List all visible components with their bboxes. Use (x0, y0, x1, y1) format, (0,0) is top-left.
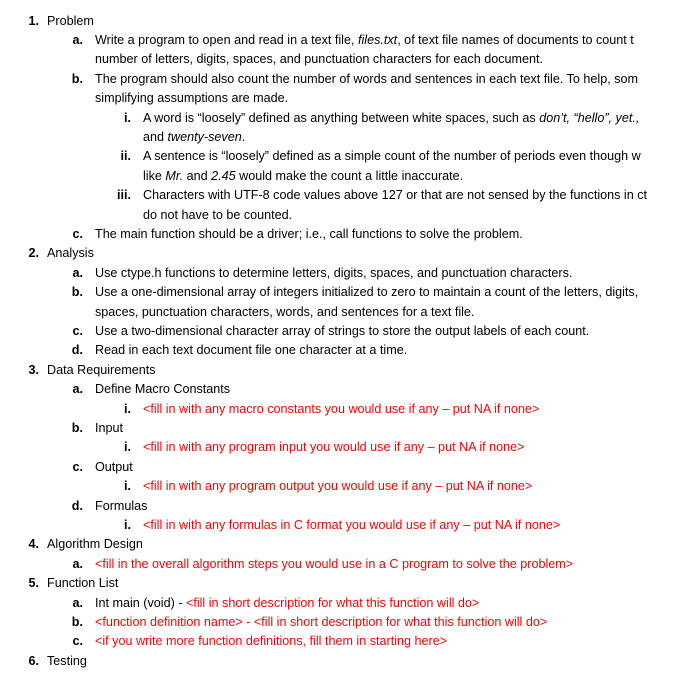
list-text: and twenty-seven. (143, 129, 246, 144)
list-marker: c. (72, 634, 83, 649)
list-marker: 3. (28, 362, 39, 377)
list-text: like Mr. and 2.45 would make the count a little inaccurate. (143, 168, 464, 183)
list-text: A word is “loosely” defined as anything between white spaces, such as don’t, “hello”, yet., (143, 110, 640, 125)
list-marker: a. (72, 265, 83, 280)
section-title: Testing (47, 653, 87, 668)
list-marker: b. (71, 614, 83, 629)
sub-list-item (0, 516, 680, 535)
list-marker: c. (72, 226, 83, 241)
list-item (0, 225, 680, 244)
list-marker: a. (72, 382, 83, 397)
list-text: number of letters, digits, spaces, and punctuation characters for each document. (95, 52, 544, 67)
list-marker: 1. (28, 13, 39, 28)
list-text: <fill in the overall algorithm steps you would use in a C program to solve the problem> (95, 556, 574, 571)
list-marker: a. (72, 595, 83, 610)
list-text: spaces, punctuation characters, words, and sentences for a text file. (95, 304, 475, 319)
list-text: The main function should be a driver; i.e., call functions to solve the problem. (95, 226, 523, 241)
list-item (0, 322, 680, 341)
emphasized-text: don’t, “hello”, yet., (539, 110, 640, 125)
list-item (0, 594, 680, 613)
emphasized-text: Mr. (165, 168, 184, 183)
list-marker: ii. (120, 149, 131, 164)
list-text: <if you write more function definitions, fill them in starting here> (95, 634, 448, 649)
list-text: do not have to be counted. (143, 207, 293, 222)
list-item (0, 70, 680, 89)
list-item (0, 632, 680, 651)
list-text: Use a two-dimensional character array of strings to store the output labels of each count. (95, 323, 590, 338)
list-item (0, 303, 680, 322)
list-text: Characters with UTF-8 code values above 127 or that are not sensed by the functions in ct (143, 188, 648, 203)
section-title: Data Requirements (47, 362, 156, 377)
list-text: Output (95, 459, 133, 474)
list-marker: c. (72, 459, 83, 474)
function-signature: Int main (void) - (95, 595, 186, 610)
list-text (95, 594, 479, 613)
sub-list-item (0, 186, 680, 205)
section-title: Function List (47, 576, 119, 591)
section-heading (0, 12, 680, 31)
list-marker: i. (124, 517, 131, 532)
list-text: Define Macro Constants (95, 382, 231, 397)
section-heading (0, 244, 680, 263)
list-text: Write a program to open and read in a text file, files.txt, of text file names of documents to count t (95, 32, 634, 47)
placeholder-text: <fill in short description for what this function will do> (185, 595, 480, 610)
emphasized-text: files.txt (357, 32, 398, 47)
list-item (0, 31, 680, 50)
list-text: Use ctype.h functions to determine letters, digits, spaces, and punctuation characters. (95, 265, 573, 280)
list-item (0, 341, 680, 360)
list-marker: b. (71, 285, 83, 300)
list-marker: 2. (28, 246, 39, 261)
section-heading (0, 361, 680, 380)
sub-list-item (0, 167, 680, 186)
list-marker: c. (72, 323, 83, 338)
sub-list-item (0, 128, 680, 147)
list-marker: a. (72, 32, 83, 47)
list-text: simplifying assumptions are made. (95, 91, 289, 106)
list-text: Formulas (95, 498, 148, 513)
list-text: <function definition name> - <fill in short description for what this function will do> (95, 614, 548, 629)
list-item (0, 380, 680, 399)
list-text: <fill in with any program input you would use if any – put NA if none> (143, 440, 525, 455)
list-marker: b. (71, 420, 83, 435)
list-text: Use a one-dimensional array of integers initialized to zero to maintain a count of the letters, digits, (95, 285, 639, 300)
list-marker: i. (124, 440, 131, 455)
list-item (0, 613, 680, 632)
list-item (0, 555, 680, 574)
list-text: Input (95, 420, 124, 435)
list-marker: 4. (28, 537, 39, 552)
sub-list-item (0, 477, 680, 496)
list-marker: i. (124, 401, 131, 416)
list-text: Read in each text document file one character at a time. (95, 343, 408, 358)
list-marker: i. (124, 110, 131, 125)
list-item (0, 50, 680, 69)
section-title: Problem (47, 13, 94, 28)
list-text: <fill in with any macro constants you would use if any – put NA if none> (143, 401, 540, 416)
list-marker: b. (71, 71, 83, 86)
list-item (0, 264, 680, 283)
section-title: Analysis (47, 246, 94, 261)
list-item (0, 497, 680, 516)
list-marker: 6. (28, 653, 39, 668)
section-heading (0, 652, 680, 671)
sub-list-item (0, 109, 680, 128)
list-marker: a. (72, 556, 83, 571)
list-text: <fill in with any formulas in C format you would use if any – put NA if none> (143, 517, 561, 532)
sub-list-item (0, 400, 680, 419)
list-item (0, 283, 680, 302)
section-heading (0, 574, 680, 593)
list-marker: d. (71, 343, 83, 358)
list-item (0, 89, 680, 108)
list-marker: i. (124, 479, 131, 494)
list-marker: 5. (28, 576, 39, 591)
emphasized-text: twenty-seven (167, 129, 242, 144)
sub-list-item (0, 438, 680, 457)
list-item (0, 458, 680, 477)
list-item (0, 419, 680, 438)
section-title: Algorithm Design (47, 537, 143, 552)
list-marker: iii. (117, 188, 131, 203)
section-heading (0, 535, 680, 554)
list-text: A sentence is “loosely” defined as a simple count of the number of periods even though w (143, 149, 641, 164)
sub-list-item (0, 206, 680, 225)
list-marker: d. (71, 498, 83, 513)
list-text: <fill in with any program output you would use if any – put NA if none> (143, 479, 533, 494)
list-text: The program should also count the number of words and sentences in each text file. To help, som (95, 71, 639, 86)
sub-list-item (0, 147, 680, 166)
emphasized-text: 2.45 (211, 168, 236, 183)
